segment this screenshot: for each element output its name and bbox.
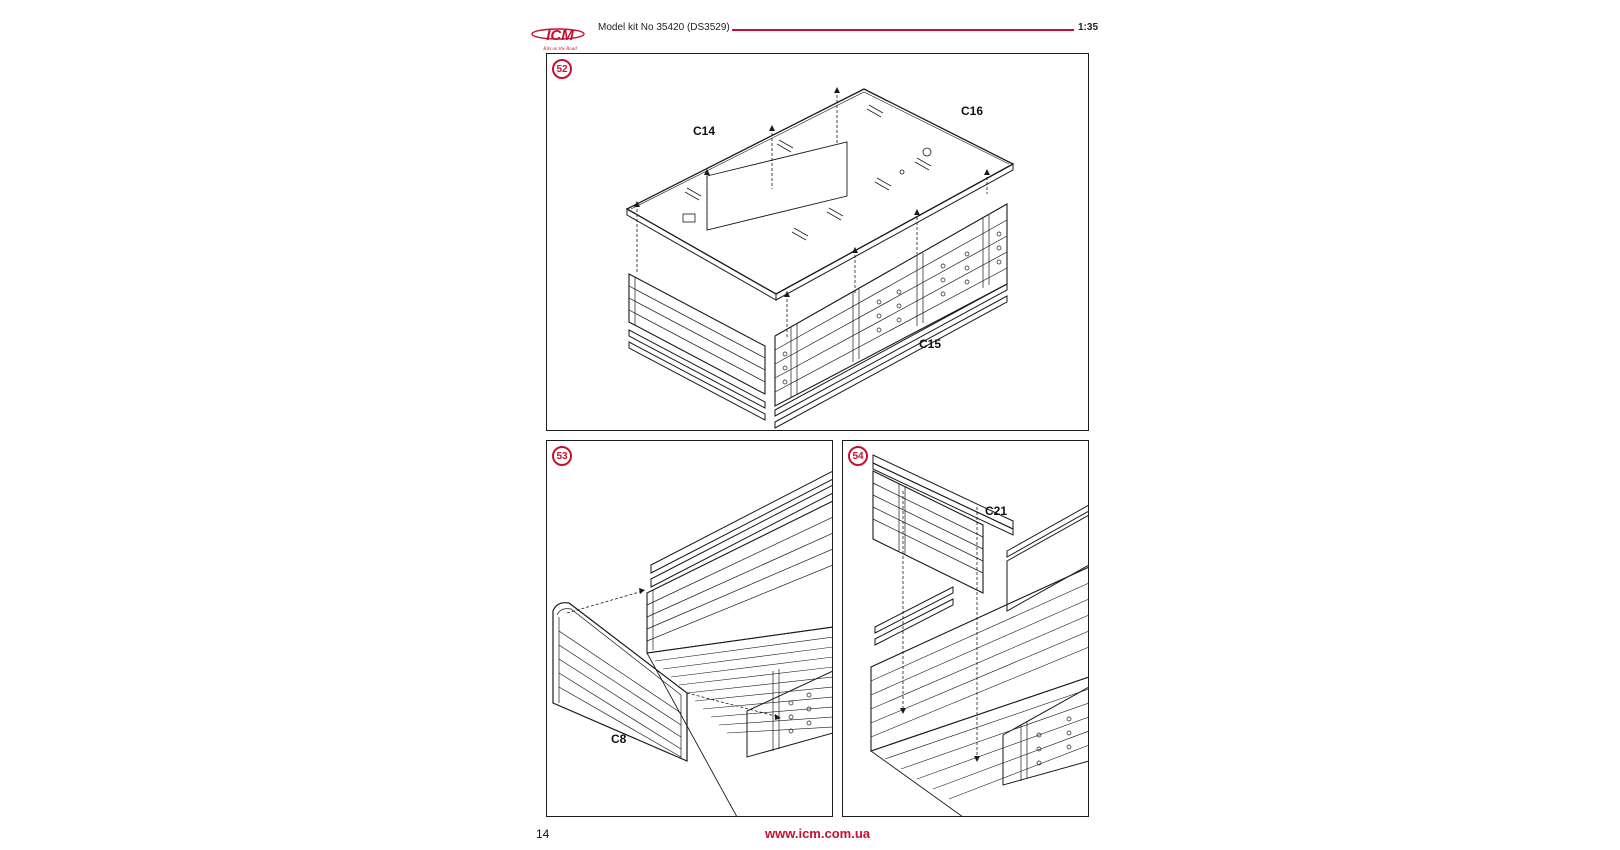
step-53-panel [546,440,833,817]
step-54-panel [842,440,1089,817]
part-label-c16: C16 [961,104,984,118]
step-54-badge: 54 [848,446,868,466]
step-52-badge: 52 [552,59,572,79]
part-label-c14: C14 [693,124,716,138]
step-52-drawing [547,54,1089,431]
page-number: 14 [536,827,550,841]
icm-logo [528,22,592,54]
kit-title: Model kit No 35420 (DS3529) [598,22,730,33]
part-label-c15: C15 [919,337,942,351]
website-link[interactable]: www.icm.com.ua [765,826,870,841]
scale-label: 1:35 [1078,22,1099,33]
step-53-drawing [547,441,833,817]
header-rule [732,29,1074,31]
step-52-panel [546,53,1089,431]
logo-brand-text: ICM [546,27,574,44]
part-label-c21: C21 [985,504,1008,518]
part-label-c8: C8 [611,732,627,746]
logo-tagline: Kits on the Road [543,47,577,52]
step-53-badge: 53 [552,446,572,466]
step-54-drawing [843,441,1089,817]
